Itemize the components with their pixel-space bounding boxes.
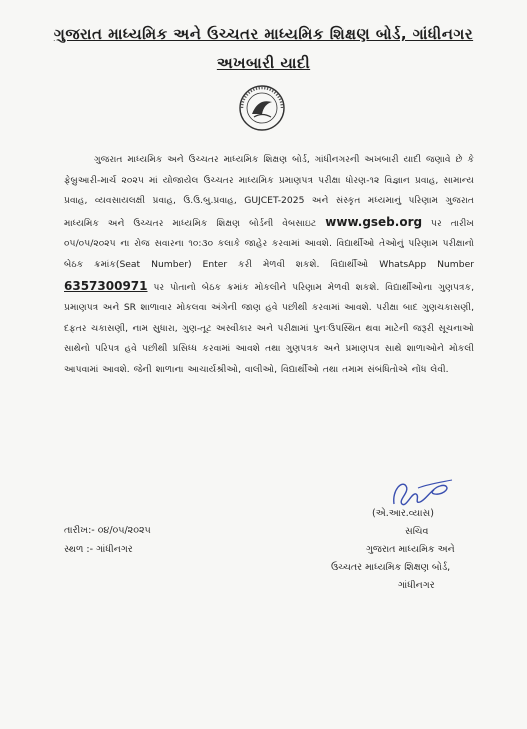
whatsapp-number: 6357300971 <box>64 278 148 293</box>
press-release-heading: અખબારી યાદી <box>216 54 311 72</box>
signature-icon <box>388 474 456 512</box>
signatory-designation: સચિવ <box>405 526 429 537</box>
signatory-name: (એ.આર.વ્યાસ) <box>372 508 434 519</box>
body-text-part1: ગુજરાત માધ્યમિક અને ઉચ્ચતર માધ્યમિક શિક્ષણ બોર્ડ, ગાંધીનગરની અખબારી યાદી જણાવે છે કે ફેબ્રુઆરી-માર્ચ ૨૦૨૫ માં યોજાયેલ ઉચ્ચતર માધ્યમિક પ્રમાણપત્ર પરીક્ષા ધોરણ-૧૨ વિજ્ઞાન પ્રવાહ, સામાન્ય પ્રવાહ, વ્યવસાયલક્ષી પ્રવાહ, ઉ.ઉ.બુ.પ્રવાહ, GUJCET-2025 અને સંસ્કૃત મધ્યમાનું પરિણામ ગુજરાત માધ્યમિક અને ઉચ્ચતર માધ્યમિક શિક્ષણ બોર્ડની વેબસાઇટ <box>64 154 474 229</box>
press-release-body <box>64 150 474 381</box>
website-link[interactable]: www.gseb.org <box>325 214 423 229</box>
release-date: તારીખ:- ૦૪/૦૫/૨૦૨૫ <box>64 525 151 536</box>
signatory-org-line3: ગાંધીનગર <box>398 580 435 591</box>
release-place: સ્થળ :- ગાંધીનગર <box>64 544 133 555</box>
body-text-part2: પર તારીખ ૦૫/૦૫/૨૦૨૫ ના રોજ સવારના ૧૦:૩૦ કલાકે જાહેર કરવામાં આવશે. વિદ્યાર્થીઓ તેઓનું પરિણામ પરીક્ષાનો બેઠક ક્રમાંક(Seat Number) Enter કરી મેળવી શકશે. વિદ્યાર્થીઓ WhatsApp Number <box>64 217 474 270</box>
body-text-part3: પર પોતાનો બેઠક ક્રમાંક મોકલીને પરિણામ મેળવી શકશે. વિદ્યાર્થીઓના ગુણપત્રક, પ્રમાણપત્ર અને SR શાળાવાર મોકલવા અંગેની જાણ હવે પછીથી કરવામાં આવશે. પરીક્ષા બાદ ગુણચકાસણી, દફતર ચકાસણી, નામ સુધારા, ગુણ-તૂટ અસ્વીકાર અને પરીક્ષામાં પુનઃઉપસ્થિત થવા માટેની જરૂરી સૂચનાઓ સાથેનો પરિપત્ર હવે પછીથી પ્રસિધ્ધ કરવામાં આવશે તથા ગુણપત્રક અને પ્રમાણપત્ર સાથે શાળાઓને મોકલી આપવામાં આવશે. જેની શાળાના આચાર્યશ્રીઓ, વાલીઓ, વિદ્યાર્થીઓ તથા તમામ સંબંધિતોએ નોંધ લેવી. <box>64 281 474 375</box>
board-seal-icon <box>238 84 286 132</box>
signatory-org-line1: ગુજરાત માધ્યમિક અને <box>366 544 455 555</box>
signatory-org-line2: ઉચ્ચતર માધ્યમિક શિક્ષણ બોર્ડ, <box>331 562 451 573</box>
board-title: ગુજરાત માધ્યમિક અને ઉચ્ચતર માધ્યમિક શિક્ષણ બોર્ડ, ગાંધીનગર <box>53 25 474 43</box>
date-place-block <box>64 521 151 559</box>
